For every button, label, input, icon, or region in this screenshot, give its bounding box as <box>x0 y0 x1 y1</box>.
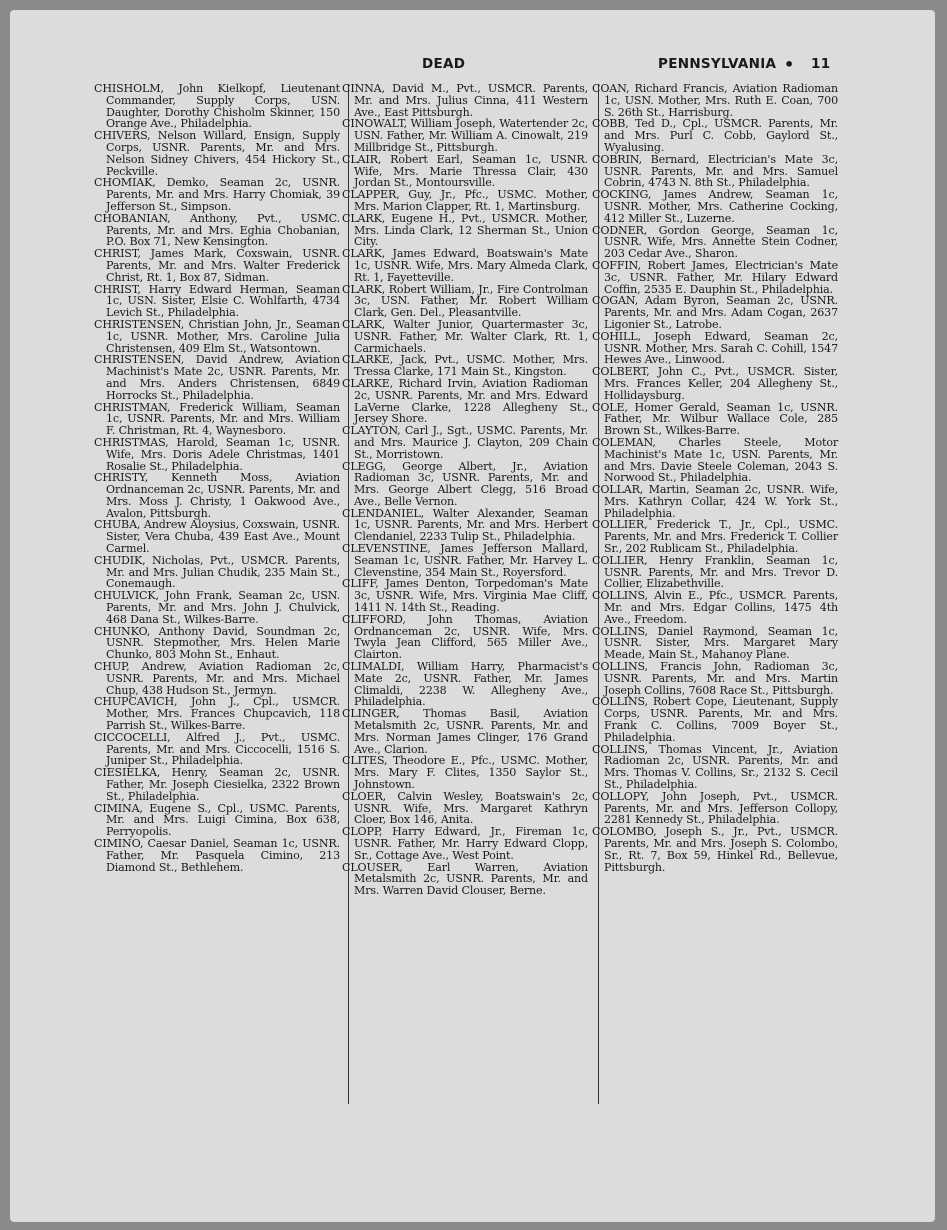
casualty-entry: COLEMAN, Charles Steele, Motor Machinist's Mate 1c, USN. Parents, Mr. and Mrs. Davie Steele Coleman, 2043 S. Norwood St., Philadelphia. <box>592 435 838 485</box>
casualty-entry: CLIFF, James Denton, Torpedoman's Mate 3c, USNR. Wife, Mrs. Virginia Mae Cliff, 1411 N. 14th St., Reading. <box>342 577 588 615</box>
casualty-entry: COLLINS, Thomas Vincent, Jr., Aviation Radioman 2c, USNR. Parents, Mr. and Mrs. Thomas V. Collins, Sr., 2132 S. Cecil St., Philadelphia. <box>592 742 838 792</box>
column-1 <box>94 83 340 873</box>
page-header <box>10 56 935 76</box>
casualty-entry: COGAN, Adam Byron, Seaman 2c, USNR. Parents, Mr. and Mrs. Adam Cogan, 2637 Ligonier St., Latrobe. <box>592 294 838 331</box>
casualty-entry: CHISHOLM, John Kielkopf, Lieutenant Commander, Supply Corps, USN. Daughter, Dorothy Chisholm Skinner, 150 Orange Ave., Philadelphia. <box>94 82 340 131</box>
casualty-entry: CLINGER, Thomas Basil, Aviation Metalsmith 2c, USNR. Parents, Mr. and Mrs. Norman James Clinger, 176 Grand Ave., Clarion. <box>342 707 588 756</box>
casualty-entry: CICCOCELLI, Alfred J., Pvt., USMC. Parents, Mr. and Mrs. Ciccocelli, 1516 S. Juniper St., Philadelphia. <box>94 730 340 768</box>
casualty-entry: CHRIST, Harry Edward Herman, Seaman 1c, USN. Sister, Elsie C. Wohlfarth, 4734 Levich St., Philadelphia. <box>94 282 340 320</box>
casualty-entry: CLEVENSTINE, James Jefferson Mallard, Seaman 1c, USNR. Father, Mr. Harvey L. Clevenstine, 354 Main St., Royersford. <box>342 542 588 579</box>
bullet-separator: • <box>784 55 795 74</box>
casualty-entry: CLAIR, Robert Earl, Seaman 1c, USNR. Wife, Mrs. Marie Thressa Clair, 430 Jordan St., Montoursville. <box>342 152 588 190</box>
casualty-entry: COAN, Richard Francis, Aviation Radioman 1c, USN. Mother, Mrs. Ruth E. Coan, 700 S. 26th St., Harrisburg. <box>592 82 838 119</box>
casualty-entry: CODNER, Gordon George, Seaman 1c, USNR. Wife, Mrs. Annette Stein Codner, 203 Cedar Ave., Sharon. <box>592 223 838 261</box>
document-page <box>10 10 935 1222</box>
casualty-entry: CHRIST, James Mark, Coxswain, USNR. Parents, Mr. and Mrs. Walter Frederick Christ, Rt. 1, Box 87, Sidman. <box>94 247 340 284</box>
casualty-entry: COBRIN, Bernard, Electrician's Mate 3c, USNR. Parents, Mr. and Mrs. Samuel Cobrin, 4743 N. 8th St., Philadelphia. <box>592 152 838 190</box>
column-3 <box>592 83 838 873</box>
casualty-entry: CLAPPER, Guy, Jr., Pfc., USMC. Mother, Mrs. Marion Clapper, Rt. 1, Martinsburg. <box>342 188 588 213</box>
casualty-entry: CHULVICK, John Frank, Seaman 2c, USN. Parents, Mr. and Mrs. John J. Chulvick, 468 Dana St., Wilkes-Barre. <box>94 589 340 626</box>
section-title: DEAD <box>422 56 466 72</box>
casualty-entry: COBB, Ted D., Cpl., USMCR. Parents, Mr. and Mrs. Purl C. Cobb, Gaylord St., Wyalusing. <box>592 117 838 154</box>
casualty-entry: CHUBA, Andrew Aloysius, Coxswain, USNR. Sister, Vera Chuba, 439 East Ave., Mount Carmel. <box>94 518 340 556</box>
casualty-entry: COLE, Homer Gerald, Seaman 1c, USNR. Father, Mr. Wilbur Wallace Cole, 285 Brown St., Wilkes-Barre. <box>592 400 838 438</box>
casualty-entry: CINNA, David M., Pvt., USMCR. Parents, Mr. and Mrs. Julius Cinna, 411 Western Ave., East Pittsburgh. <box>342 82 588 119</box>
casualty-entry: CLITES, Theodore E., Pfc., USMC. Mother, Mrs. Mary F. Clites, 1350 Saylor St., Johnstown. <box>342 754 588 792</box>
casualty-entry: CHRISTMAN, Frederick William, Seaman 1c, USNR. Parents, Mr. and Mrs. William F. Christman, Rt. 4, Waynesboro. <box>94 400 340 438</box>
casualty-entry: COLLAR, Martin, Seaman 2c, USNR. Wife, Mrs. Kathryn Collar, 424 W. York St., Philadelphia. <box>592 483 838 520</box>
casualty-entry: CLARK, Walter Junior, Quartermaster 3c, USNR. Father, Mr. Walter Clark, Rt. 1, Carmichaels. <box>342 317 588 355</box>
casualty-entry: CHRISTY, Kenneth Moss, Aviation Ordnanceman 2c, USNR. Parents, Mr. and Mrs. Moss J. Christy, 1 Oakwood Ave., Avalon, Pittsburgh. <box>94 471 340 520</box>
casualty-entry: CHRISTMAS, Harold, Seaman 1c, USNR. Wife, Mrs. Doris Adele Christmas, 1401 Rosalie St., Philadelphia. <box>94 435 340 473</box>
casualty-entry: COLLINS, Robert Cope, Lieutenant, Supply Corps, USNR. Parents, Mr. and Mrs. Frank C. Collins, 7009 Boyer St., Philadelphia. <box>592 695 838 744</box>
casualty-entry: CIMINO, Caesar Daniel, Seaman 1c, USNR. Father, Mr. Pasquela Cimino, 213 Diamond St., Bethlehem. <box>94 837 340 874</box>
casualty-entry: CINOWALT, William Joseph, Watertender 2c, USN. Father, Mr. William A. Cinowalt, 219 Millbridge St., Pittsburgh. <box>342 117 588 154</box>
casualty-entry: CLARKE, Jack, Pvt., USMC. Mother, Mrs. Tressa Clarke, 171 Main St., Kingston. <box>342 353 588 379</box>
casualty-entry: COLLINS, Alvin E., Pfc., USMCR. Parents, Mr. and Mrs. Edgar Collins, 1475 4th Ave., Freedom. <box>592 589 838 626</box>
casualty-entry: COLLIER, Henry Franklin, Seaman 1c, USNR. Parents, Mr. and Mrs. Trevor D. Collier, Elizabethville. <box>592 553 838 591</box>
casualty-entry: CHUNKO, Anthony David, Soundman 2c, USNR. Stepmother, Mrs. Helen Marie Chunko, 803 Mohn St., Enhaut. <box>94 624 340 662</box>
casualty-entry: COCKING, James Andrew, Seaman 1c, USNR. Mother, Mrs. Catherine Cocking, 412 Miller St., Luzerne. <box>592 188 838 225</box>
casualty-entry: COHILL, Joseph Edward, Seaman 2c, USNR. Mother, Mrs. Sarah C. Cohill, 1547 Hewes Ave., Linwood. <box>592 329 838 367</box>
casualty-entry: CHIVERS, Nelson Willard, Ensign, Supply Corps, USNR. Parents, Mr. and Mrs. Nelson Sidney Chivers, 454 Hickory St., Peckville. <box>94 129 340 178</box>
casualty-entry: CLAYTON, Carl J., Sgt., USMC. Parents, Mr. and Mrs. Maurice J. Clayton, 209 Chain St., Morristown. <box>342 424 588 461</box>
casualty-entry: CHRISTENSEN, David Andrew, Aviation Machinist's Mate 2c, USNR. Parents, Mr. and Mrs. Anders Christensen, 6849 Horrocks St., Philadelphia. <box>94 353 340 402</box>
casualty-entry: CHUPCAVICH, John J., Cpl., USMCR. Mother, Mrs. Frances Chupcavich, 118 Parrish St., Wilkes-Barre. <box>94 695 340 733</box>
casualty-entry: CLARK, Eugene H., Pvt., USMCR. Mother, Mrs. Linda Clark, 12 Sherman St., Union City. <box>342 211 588 249</box>
casualty-entry: COFFIN, Robert James, Electrician's Mate 3c, USNR. Father, Mr. Hilary Edward Coffin, 2535 E. Dauphin St., Philadelphia. <box>592 258 838 296</box>
casualty-entry: COLBERT, John C., Pvt., USMCR. Sister, Mrs. Frances Keller, 204 Allegheny St., Hollidaysburg. <box>592 365 838 402</box>
casualty-entry: COLOMBO, Joseph S., Jr., Pvt., USMCR. Parents, Mr. and Mrs. Joseph S. Colombo, Sr., Rt. 7, Box 59, Hinkel Rd., Bellevue, Pittsburgh. <box>592 825 838 874</box>
casualty-entry: CLOUSER, Earl Warren, Aviation Metalsmith 2c, USNR. Parents, Mr. and Mrs. Warren David Clouser, Berne. <box>342 860 588 898</box>
casualty-entry: CLOER, Calvin Wesley, Boatswain's 2c, USNR. Wife, Mrs. Margaret Kathryn Cloer, Box 146, Anita. <box>342 789 588 827</box>
casualty-entry: CLOPP, Harry Edward, Jr., Fireman 1c, USNR. Father, Mr. Harry Edward Clopp, Sr., Cottage Ave., West Point. <box>342 825 588 862</box>
casualty-entry: COLLINS, Daniel Raymond, Seaman 1c, USNR. Sister, Mrs. Margaret Mary Meade, Main St., Mahanoy Plane. <box>592 624 838 662</box>
casualty-entry: CHOMIAK, Demko, Seaman 2c, USNR. Parents, Mr. and Mrs. Harry Chomiak, 39 Jefferson St., Simpson. <box>94 176 340 213</box>
casualty-entry: CHUDIK, Nicholas, Pvt., USMCR. Parents, Mr. and Mrs. Julian Chudik, 235 Main St., Conemaugh. <box>94 553 340 591</box>
casualty-entry: CIMINA, Eugene S., Cpl., USMC. Parents, Mr. and Mrs. Luigi Cimina, Box 638, Perryopolis. <box>94 801 340 839</box>
casualty-entry: CHUP, Andrew, Aviation Radioman 2c, USNR. Parents, Mr. and Mrs. Michael Chup, 438 Hudson St., Jermyn. <box>94 660 340 697</box>
casualty-entry: COLLINS, Francis John, Radioman 3c, USNR. Parents, Mr. and Mrs. Martin Joseph Collins, 7608 Race St., Pittsburgh. <box>592 660 838 697</box>
casualty-entry: CLIFFORD, John Thomas, Aviation Ordnanceman 2c, USNR. Wife, Mrs. Twyla Jean Clifford, 565 Miller Ave., Clairton. <box>342 612 588 662</box>
casualty-entry: CHRISTENSEN, Christian John, Jr., Seaman 1c, USNR. Mother, Mrs. Caroline Julia Christensen, 409 Elm St., Watsontown. <box>94 317 340 355</box>
column-2 <box>342 83 588 897</box>
casualty-entry: COLLOPY, John Joseph, Pvt., USMCR. Parents, Mr. and Mrs. Jefferson Collopy, 2281 Kennedy St., Philadelphia. <box>592 789 838 827</box>
casualty-entry: CLARK, Robert William, Jr., Fire Controlman 3c, USN. Father, Mr. Robert William Clark, Gen. Del., Pleasantville. <box>342 282 588 320</box>
casualty-entry: CLARKE, Richard Irvin, Aviation Radioman 2c, USNR. Parents, Mr. and Mrs. Edward LaVerne Clarke, 1228 Allegheny St., Jersey Shore. <box>342 376 588 426</box>
casualty-entry: COLLIER, Frederick T., Jr., Cpl., USMC. Parents, Mr. and Mrs. Frederick T. Collier Sr., 202 Rublicam St., Philadelphia. <box>592 518 838 556</box>
casualty-entry: CLENDANIEL, Walter Alexander, Seaman 1c, USNR. Parents, Mr. and Mrs. Herbert Clendaniel, 2233 Tulip St., Philadelphia. <box>342 506 588 544</box>
casualty-entry: CIESIELKA, Henry, Seaman 2c, USNR. Father, Mr. Joseph Ciesielka, 2322 Brown St., Philadelphia. <box>94 766 340 803</box>
casualty-entry: CLEGG, George Albert, Jr., Aviation Radioman 3c, USNR. Parents, Mr. and Mrs. George Albert Clegg, 516 Broad Ave., Belle Vernon. <box>342 459 588 508</box>
state-title: PENNSYLVANIA <box>658 56 777 72</box>
page-number: 11 <box>811 56 831 72</box>
casualty-entry: CHOBANIAN, Anthony, Pvt., USMC. Parents, Mr. and Mrs. Eghia Chobanian, P.O. Box 71, New Kensington. <box>94 211 340 249</box>
casualty-entry: CLARK, James Edward, Boatswain's Mate 1c, USNR. Wife, Mrs. Mary Almeda Clark, Rt. 1, Fayetteville. <box>342 247 588 284</box>
casualty-entry: CLIMALDI, William Harry, Pharmacist's Mate 2c, USNR. Father, Mr. James Climaldi, 2238 W. Allegheny Ave., Philadelphia. <box>342 660 588 709</box>
